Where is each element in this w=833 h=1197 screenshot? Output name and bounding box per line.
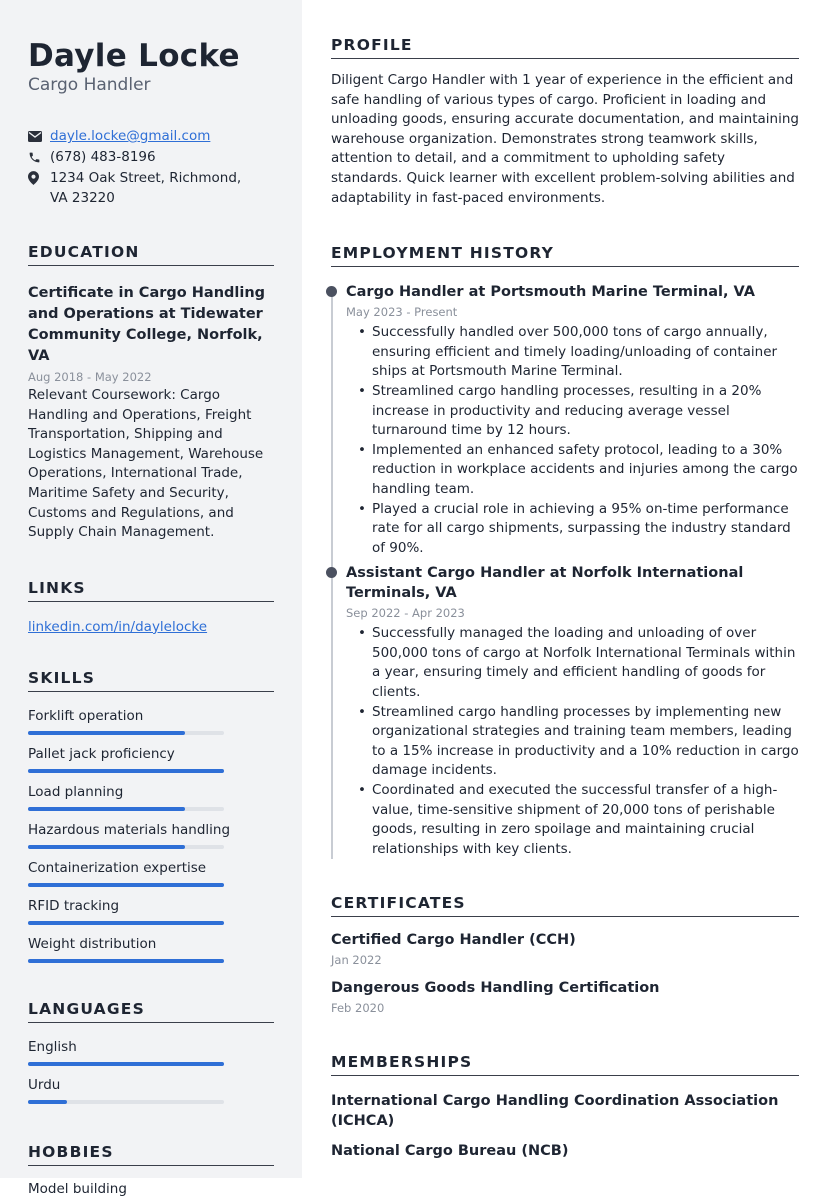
job-bullet: • Successfully managed the loading and unloading of over 500,000 tons of cargo at Norfolk International Terminals within a year, ensuring timely and efficient handling of goods for clients.	[358, 624, 799, 702]
skill-item	[28, 820, 274, 858]
membership-item: International Cargo Handling Coordination Association (ICHCA)	[331, 1093, 779, 1130]
skill-name: Hazardous materials handling	[28, 821, 231, 838]
job-title: Cargo Handler at Portsmouth Marine Terminal, VA	[346, 284, 756, 301]
skill-level-fill	[28, 883, 224, 887]
employment-timeline	[331, 282, 799, 859]
skill-name: Weight distribution	[28, 935, 157, 952]
links-heading: LINKS	[28, 579, 274, 602]
certificates-heading: CERTIFICATES	[331, 894, 799, 917]
skill-name: RFID tracking	[28, 897, 120, 914]
email-link[interactable]: dayle.locke@gmail.com	[50, 128, 211, 144]
education-title: Certificate in Cargo Handling and Operations at Tidewater Community College, Norfolk, VA	[28, 285, 266, 364]
contact-address-row	[28, 168, 274, 208]
skills-list	[28, 706, 274, 972]
memberships-heading: MEMBERSHIPS	[331, 1053, 799, 1076]
phone-icon	[28, 147, 50, 167]
language-item	[28, 1075, 274, 1113]
language-level-bar	[28, 1062, 224, 1066]
language-level-fill	[28, 1100, 67, 1104]
sidebar	[0, 0, 302, 1197]
main-content	[302, 0, 833, 1178]
certificate-item	[331, 930, 799, 969]
profile-heading: PROFILE	[331, 36, 799, 59]
education-dates: Aug 2018 - May 2022	[28, 370, 152, 384]
hobbies-heading: HOBBIES	[28, 1143, 274, 1166]
candidate-role: Cargo Handler	[28, 75, 151, 95]
certificate-title: Certified Cargo Handler (CCH)	[331, 932, 576, 949]
education-heading: EDUCATION	[28, 243, 274, 266]
timeline-dot	[326, 567, 337, 578]
certificate-title: Dangerous Goods Handling Certification	[331, 980, 660, 997]
job-title: Assistant Cargo Handler at Norfolk International Terminals, VA	[346, 565, 744, 602]
job-bullet: • Successfully handled over 500,000 tons of cargo annually, ensuring efficient and timely loading/unloading of container ships at Portsmouth Marine Terminal.	[358, 323, 799, 382]
skill-level-bar	[28, 845, 224, 849]
timeline-dot	[326, 286, 337, 297]
languages-list	[28, 1037, 274, 1113]
skill-level-fill	[28, 731, 185, 735]
language-level-bar	[28, 1100, 224, 1104]
hobby-item: Model building	[28, 1180, 127, 1197]
job-bullet: • Streamlined cargo handling processes, resulting in a 20% increase in productivity and reducing average vessel turnaround time by 12 hours.	[358, 382, 799, 441]
envelope-icon	[28, 126, 50, 146]
certificate-item	[331, 978, 799, 1017]
profile-text: Diligent Cargo Handler with 1 year of experience in the efficient and safe handling of various types of cargo. Proficient in loading and unloading goods, ensuring accurate documentation, and maintaining warehouse organization. Demonstrates strong teamwork skills, attention to detail, and a commitment to upholding safety standards. Quick learner with excellent problem-solving abilities and adaptability in fast-paced environments.	[331, 72, 799, 206]
skill-item	[28, 896, 274, 934]
job-entry	[346, 282, 799, 558]
skill-level-fill	[28, 807, 185, 811]
skills-heading: SKILLS	[28, 669, 274, 692]
skill-level-bar	[28, 807, 224, 811]
skill-name: Containerization expertise	[28, 859, 207, 876]
job-dates: May 2023 - Present	[346, 305, 458, 320]
job-bullet: • Played a crucial role in achieving a 95% on-time performance rate for all cargo shipments, surpassing the industry standard of 90%.	[358, 500, 799, 559]
skill-item	[28, 934, 274, 972]
employment-heading: EMPLOYMENT HISTORY	[331, 244, 799, 267]
language-name: Urdu	[28, 1076, 61, 1093]
education-description: Relevant Coursework: Cargo Handling and Operations, Freight Transportation, Shipping and Logistics Management, Warehouse Operations, International Trade, Maritime Safety and Security, Customs and Regulations, and Supply Chain Management.	[28, 387, 264, 541]
skill-level-bar	[28, 883, 224, 887]
skill-level-fill	[28, 769, 224, 773]
certificate-date: Feb 2020	[331, 1001, 385, 1016]
certificate-date: Jan 2022	[331, 953, 382, 968]
skill-level-bar	[28, 731, 224, 735]
skill-name: Forklift operation	[28, 707, 144, 724]
membership-item: National Cargo Bureau (NCB)	[331, 1143, 569, 1160]
skill-level-bar	[28, 769, 224, 773]
job-bullet: • Implemented an enhanced safety protocol, leading to a 30% reduction in workplace accidents and injuries among the cargo handling team.	[358, 441, 799, 500]
linkedin-link[interactable]: linkedin.com/in/daylelocke	[28, 618, 208, 635]
skill-item	[28, 706, 274, 744]
job-bullets	[346, 624, 799, 859]
skill-level-bar	[28, 921, 224, 925]
candidate-name: Dayle Locke	[28, 38, 240, 74]
languages-heading: LANGUAGES	[28, 1000, 274, 1023]
skill-item	[28, 782, 274, 820]
job-entry	[346, 563, 799, 859]
map-pin-icon	[28, 168, 50, 188]
skill-item	[28, 858, 274, 896]
skill-item	[28, 744, 274, 782]
job-bullet: • Streamlined cargo handling processes by implementing new organizational strategies and training team members, leading to a 15% increase in productivity and a 10% reduction in cargo damage incidents.	[358, 703, 799, 781]
address: 1234 Oak Street, Richmond, VA 23220	[50, 170, 242, 206]
language-item	[28, 1037, 274, 1075]
contact-phone-row	[28, 147, 274, 167]
phone-number: (678) 483-8196	[50, 149, 156, 165]
language-level-fill	[28, 1062, 224, 1066]
contact-block	[28, 126, 274, 208]
skill-level-fill	[28, 845, 185, 849]
contact-email-row	[28, 126, 274, 146]
skill-level-bar	[28, 959, 224, 963]
skill-name: Load planning	[28, 783, 124, 800]
skill-level-fill	[28, 959, 224, 963]
job-bullet: • Coordinated and executed the successful transfer of a high-value, time-sensitive shipment of 20,000 tons of perishable goods, resulting in zero spoilage and maintaining crucial relationships with key clients.	[358, 781, 799, 859]
job-dates: Sep 2022 - Apr 2023	[346, 606, 465, 621]
skill-level-fill	[28, 921, 224, 925]
language-name: English	[28, 1038, 77, 1055]
skill-name: Pallet jack proficiency	[28, 745, 175, 762]
job-bullets	[346, 323, 799, 558]
